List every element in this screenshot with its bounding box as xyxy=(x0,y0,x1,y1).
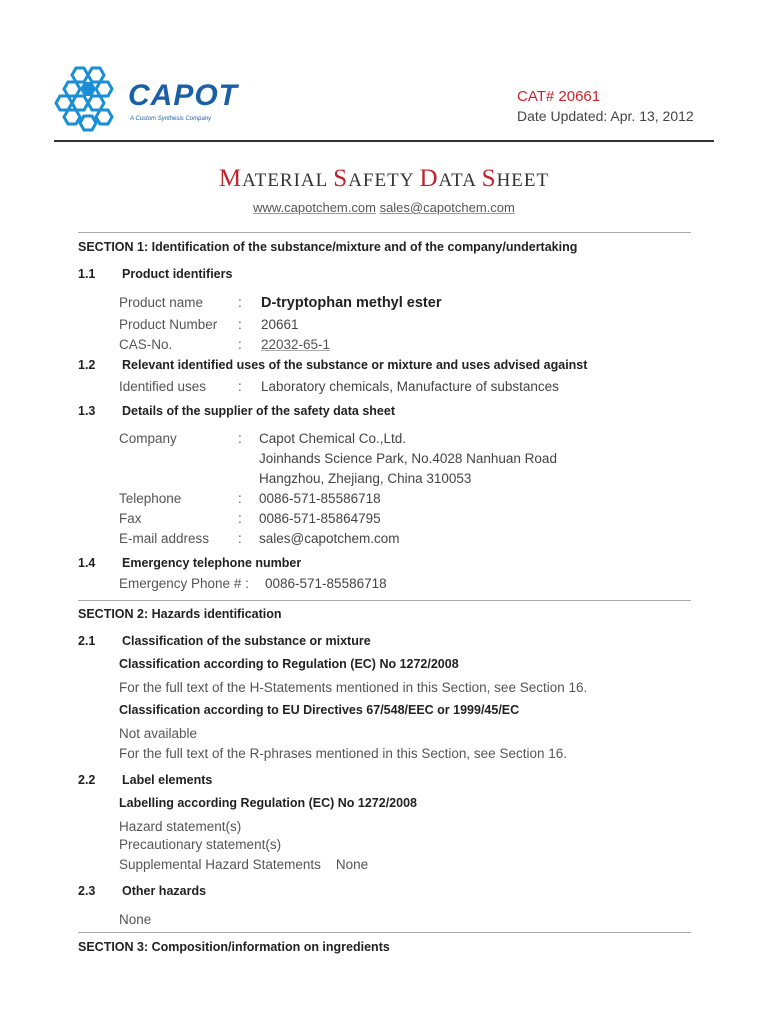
logo-hexagon xyxy=(80,116,96,130)
field-colon: : xyxy=(238,295,242,310)
field-colon: : xyxy=(238,511,242,526)
logo-hexagon xyxy=(64,110,80,124)
field-label: Product name xyxy=(119,295,204,310)
company-city: Hangzhou, Zhejiang, China 310053 xyxy=(259,471,472,486)
paragraph: Not available xyxy=(119,726,198,741)
field-colon: : xyxy=(238,431,242,446)
logo-hexagon xyxy=(56,96,72,110)
labelling-heading: Labelling according Regulation (EC) No 1272/2008 xyxy=(119,796,417,810)
logo-wordmark: CAPOT xyxy=(128,79,238,112)
field-colon: : xyxy=(238,337,242,352)
subsection-title: Details of the supplier of the safety data sheet xyxy=(122,404,395,418)
subsection-title: Product identifiers xyxy=(122,267,233,281)
field-label: Identified uses xyxy=(119,379,207,394)
field-colon: : xyxy=(238,317,242,332)
field-label: Fax xyxy=(119,511,142,526)
subsection-title: Emergency telephone number xyxy=(122,556,302,570)
email-link[interactable]: sales@capotchem.com xyxy=(379,200,515,215)
field-label: Company xyxy=(119,431,177,446)
identified-uses: Laboratory chemicals, Manufacture of substances xyxy=(261,379,559,394)
header-divider xyxy=(54,140,714,142)
contact-links xyxy=(0,200,768,215)
document-title: MATERIAL SAFETY DATA SHEET xyxy=(218,165,550,192)
subsection-number: 2.1 xyxy=(78,634,96,648)
section-divider xyxy=(78,232,691,233)
logo-hexagon xyxy=(88,68,104,82)
field-label: CAS-No. xyxy=(119,337,173,352)
catalog-number: CAT# 20661 xyxy=(517,88,601,105)
logo-hexagon xyxy=(72,68,88,82)
section-divider xyxy=(78,600,691,601)
field-colon: : xyxy=(238,531,242,546)
subsection-title: Other hazards xyxy=(122,884,207,898)
telephone-value: 0086-571-85586718 xyxy=(259,491,381,506)
field-colon: : xyxy=(238,491,242,506)
subsection-number: 1.2 xyxy=(78,358,96,372)
logo-hexagon-filled xyxy=(80,82,96,96)
subsection-number: 2.3 xyxy=(78,884,96,898)
classification-heading: Classification according to Regulation (EC) No 1272/2008 xyxy=(119,657,459,671)
section-divider xyxy=(78,932,691,933)
subsection-number: 1.3 xyxy=(78,404,96,418)
company-address: Joinhands Science Park, No.4028 Nanhuan Road xyxy=(259,451,557,466)
paragraph: Hazard statement(s) xyxy=(119,819,242,834)
fax-value: 0086-571-85864795 xyxy=(259,511,381,526)
section-heading: SECTION 3: Composition/information on ingredients xyxy=(78,940,390,954)
section-heading: SECTION 1: Identification of the substance/mixture and of the company/undertaking xyxy=(78,240,578,254)
paragraph: Precautionary statement(s) xyxy=(119,837,282,852)
cas-number-link[interactable]: 22032-65-1 xyxy=(261,337,331,352)
logo-hexagon xyxy=(72,96,88,110)
section-heading: SECTION 2: Hazards identification xyxy=(78,607,282,621)
paragraph: None xyxy=(119,912,152,927)
subsection-title: Label elements xyxy=(122,773,213,787)
logo-hexagon xyxy=(96,82,112,96)
field-label: E-mail address xyxy=(119,531,210,546)
product-name: D-tryptophan methyl ester xyxy=(261,295,442,311)
date-updated: Date Updated: Apr. 13, 2012 xyxy=(517,108,694,124)
field-label: Telephone xyxy=(119,491,182,506)
subsection-number: 1.4 xyxy=(78,556,96,570)
subsection-number: 2.2 xyxy=(78,773,96,787)
logo-tagline: A Custom Synthesis Company xyxy=(130,116,212,122)
field-label: Emergency Phone # : xyxy=(119,576,249,591)
logo-hexagon xyxy=(88,96,104,110)
product-number: 20661 xyxy=(261,317,299,332)
logo-hexagon xyxy=(64,82,80,96)
company-name: Capot Chemical Co.,Ltd. xyxy=(259,431,407,446)
subsection-title: Relevant identified uses of the substance or mixture and uses advised against xyxy=(122,358,588,372)
email-value: sales@capotchem.com xyxy=(259,531,400,546)
field-colon: : xyxy=(238,379,242,394)
subsection-number: 1.1 xyxy=(78,267,96,281)
emergency-phone: 0086-571-85586718 xyxy=(265,576,387,591)
paragraph: For the full text of the H-Statements mentioned in this Section, see Section 16. xyxy=(119,680,588,695)
paragraph: For the full text of the R-phrases mentioned in this Section, see Section 16. xyxy=(119,746,567,761)
paragraph: Supplemental Hazard Statements None xyxy=(119,857,369,872)
field-label: Product Number xyxy=(119,317,218,332)
logo-hexagon xyxy=(96,110,112,124)
subsection-title: Classification of the substance or mixture xyxy=(122,634,371,648)
website-link[interactable]: www.capotchem.com xyxy=(253,200,376,215)
classification-heading: Classification according to EU Directives 67/548/EEC or 1999/45/EC xyxy=(119,703,520,717)
